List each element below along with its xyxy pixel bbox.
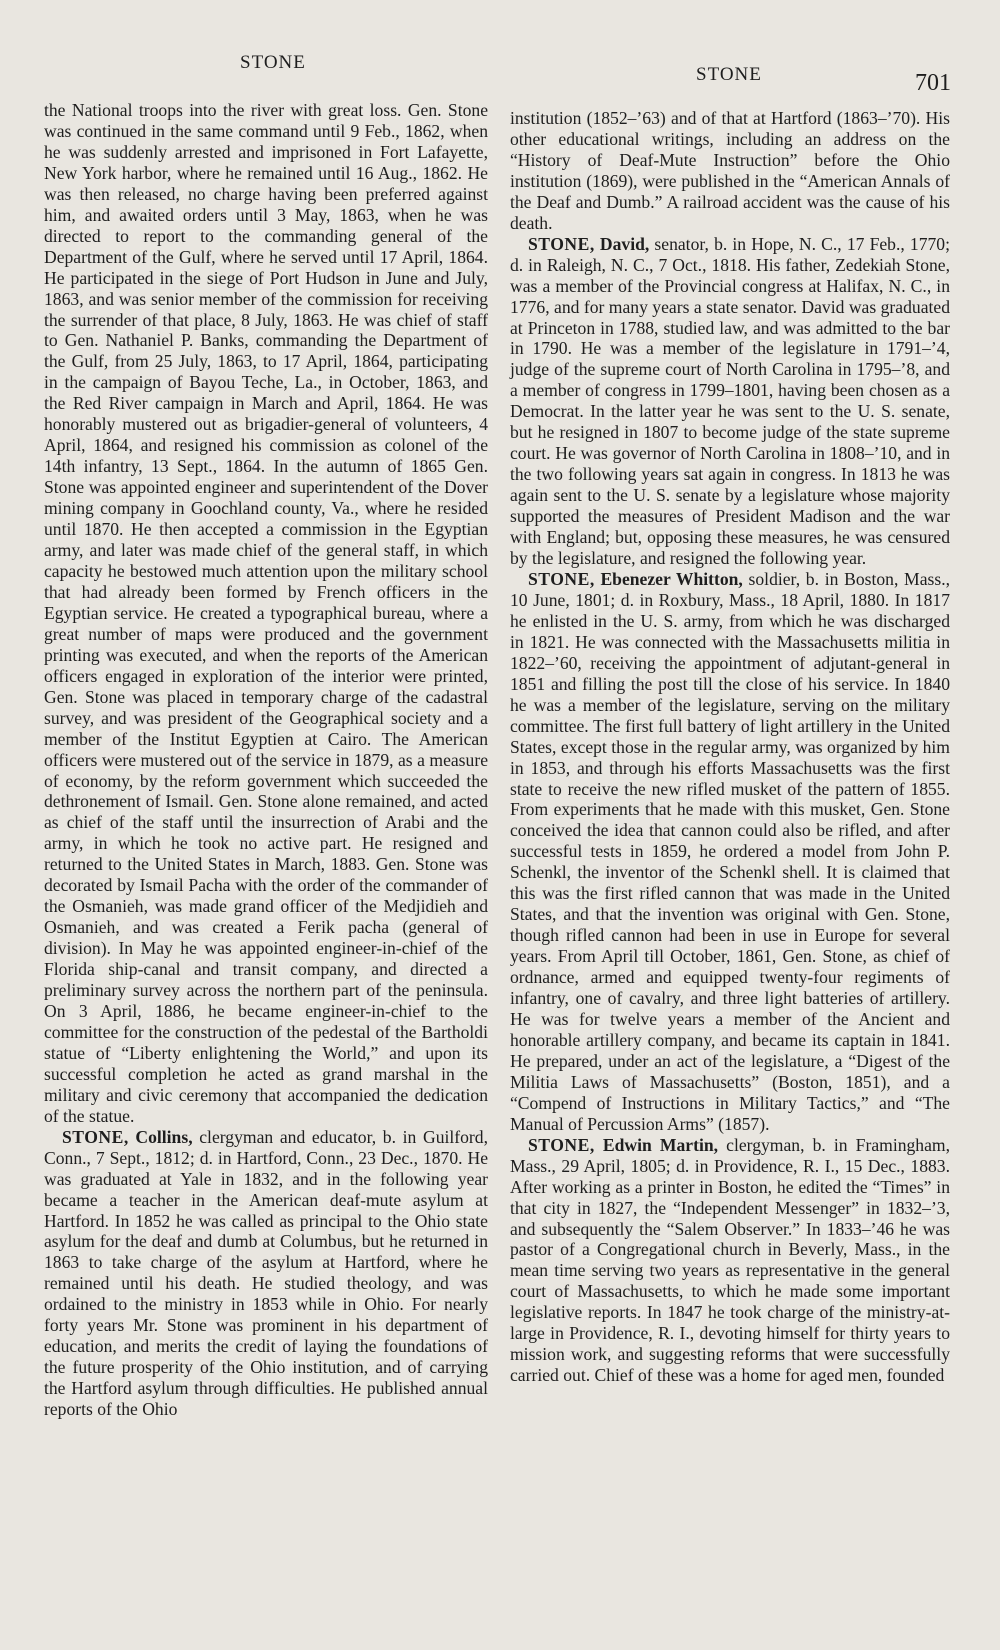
entry-surname: STONE, (528, 568, 595, 589)
entry-text: clergyman and educator, b. in Guilford, Conn., 7 Sept., 1812; d. in Hartford, Conn., 23 Dec., 1870. He was graduated at Yale in 1832, and in the following year became a teacher in the American deaf-mute asylum at Hartford. In 1852 he was called as principal to the Ohio state asylum for the deaf and dumb at Columbus, but he returned in 1863 to take charge of the asylum at Hartford, where he remained until his death. He studied theology, and was ordained to the ministry in 1853 while in Ohio. For nearly forty years Mr. Stone was prominent in his department of education, and merits the credit of laying the foundations of the future prosperity of the Ohio institution, and of carrying the Hartford asylum through difficulties. He published annual reports of the Ohio (44, 1126, 488, 1420)
entry-given-name: Edwin Martin, (602, 1134, 719, 1155)
entry-collins-stone (44, 1127, 488, 1420)
entry-text: senator, b. in Hope, N. C., 17 Feb., 1770; d. in Raleigh, N. C., 7 Oct., 1818. His father, Zedekiah Stone, was a member of the Provincial congress at Halifax, N. C., in 1776, and for many years a state senator. David was graduated at Princeton in 1788, studied law, and was admitted to the bar in 1790. He was a member of the legislature in 1791–’4, judge of the supreme court of North Carolina in 1795–’8, and a member of congress in 1799–1801, having been chosen as a Democrat. In the latter year he was sent to the U. S. senate, but he resigned in 1807 to become judge of the state supreme court. He was governor of North Carolina in 1808–’10, and in the two following years sat again in congress. In 1813 he was again sent to the U. S. senate by a legislature whose majority supported the measures of President Madison and the war with England; but, opposing these measures, he was censured by the legislature, and resigned the following year. (510, 233, 950, 569)
entry-text: clergyman, b. in Framingham, Mass., 29 April, 1805; d. in Providence, R. I., 15 Dec., 1883. After working as a printer in Boston, he edited the “Times” in that city in 1827, the “Independent Messenger” in 1832–’3, and subsequently the “Salem Observer.” In 1833–’46 he was pastor of a Congregational church in Beverly, Mass., in the mean time serving two years as representative in the general court of Massachusetts, to which he made some important legislative reports. In 1847 he took charge of the ministry-at-large in Providence, R. I., devoting himself for thirty years to mission work, and suggesting reforms that were successfully carried out. Chief of these was a home for aged men, founded (510, 1134, 950, 1386)
entry-david-stone (510, 234, 950, 569)
entry-text: soldier, b. in Boston, Mass., 10 June, 1801; d. in Roxbury, Mass., 18 April, 1880. In 1817 he enlisted in the U. S. army, from which he was discharged in 1821. He was connected with the Massachusetts militia in 1822–’60, receiving the appointment of adjutant-general in 1851 and filling the post till the close of his service. In 1840 he was a member of the legislature, serving on the military committee. The first full battery of light artillery in the United States, except those in the regular army, was organized by him in 1853, and through his efforts Massachusetts was the first state to receive the new rifled musket of the pattern of 1855. From experiments that he made with this musket, Gen. Stone conceived the idea that cannon could also be rifled, and after successful tests in 1859, he ordered a model from John P. Schenkl, the inventor of the Schenkl shell. It is claimed that this was the first rifled cannon that was made in the United States, and that the invention was original with Gen. Stone, though rifled cannon had been in use in Europe for several years. From April till October, 1861, Gen. Stone, as chief of ordnance, armed and equipped twenty-four regiments of infantry, one of cavalry, and three light batteries of artillery. He was for twelve years a member of the Ancient and honorable artillery company, and became its captain in 1841. He prepared, under an act of the legislature, a “Digest of the Militia Laws of Massachusetts” (Boston, 1851), and a “Compend of Instructions in Military Tactics,” and “The Manual of Percussion Arms” (1857). (510, 568, 950, 1134)
entry-given-name: Collins, (135, 1126, 193, 1147)
entry-ebenezer-stone (510, 569, 950, 1135)
entry-edwin-stone (510, 1135, 950, 1386)
entry-given-name: Ebenezer Whitton, (600, 568, 743, 589)
running-head-left: STONE (240, 52, 306, 73)
entry-given-name: David, (599, 233, 650, 254)
entry-continuation-collins: institution (1852–’63) and of that at Hartford (1863–’70). His other educational writings, including an address on the “History of Deaf-Mute Instruction” before the Ohio institution (1869), were published in the “American Annals of the Deaf and Dumb.” A railroad accident was the cause of his death. (510, 108, 950, 233)
entry-surname: STONE, (528, 233, 595, 254)
entry-surname: STONE, (62, 1126, 129, 1147)
page-number: 701 (915, 70, 951, 96)
entry-continuation-charles: the National troops into the river with great loss. Gen. Stone was continued in the same command until 9 Feb., 1862, when he was suddenly arrested and imprisoned in Fort Lafayette, New York harbor, where he remained until 16 Aug., 1862. He was then released, no charge having been preferred against him, and awaited orders until 3 May, 1863, when he was directed to report to the commanding general of the Department of the Gulf, where he served until 17 April, 1864. He participated in the siege of Port Hudson in June and July, 1863, and was senior member of the commission for receiving the surrender of that place, 8 July, 1863. He was chief of staff to Gen. Nathaniel P. Banks, commanding the Department of the Gulf, from 25 July, 1863, to 17 April, 1864, participating in the campaign of Bayou Teche, La., in October, 1863, and the Red River campaign in March and April, 1864. He was honorably mustered out as brigadier-general of volunteers, 4 April, 1864, and resigned his commission as colonel of the 14th infantry, 13 Sept., 1864. In the autumn of 1865 Gen. Stone was appointed engineer and superintendent of the Dover mining company in Goochland county, Va., where he resided until 1870. He then accepted a commission in the Egyptian army, and later was made chief of the general staff, in which capacity he bestowed much attention upon the military school that had already been formed by French officers in the Egyptian service. He created a typographical bureau, where a great number of maps were produced and the government printing was executed, and when the reports of the American officers engaged in exploration of the interior were printed, Gen. Stone was placed in temporary charge of the cadastral survey, and was president of the Geographical society and a member of the Institut Egyptien at Cairo. The American officers were mustered out of the service in 1879, as a measure of economy, by the reform government which succeeded the dethronement of Ismail. Gen. Stone alone remained, and acted as chief of the staff until the insurrection of Arabi and the army, in which he took no active part. He resigned and returned to the United States in March, 1883. Gen. Stone was decorated by Ismail Pacha with the order of the commander of the Osmanieh, was made grand officer of the Medjidieh and Osmanieh, and was created a Ferik pacha (general of division). In May he was appointed engineer-in-chief of the Florida ship-canal and transit company, and directed a preliminary survey across the northern part of the peninsula. On 3 April, 1886, he became engineer-in-chief to the committee for the construction of the pedestal of the Bartholdi statue of “Liberty enlightening the World,” and upon its successful completion he acted as grand marshal in the military and civic ceremony that accompanied the dedication of the statue. (44, 100, 488, 1126)
entry-surname: STONE, (528, 1134, 595, 1155)
running-head-right: STONE (696, 64, 762, 85)
left-column (44, 100, 488, 1420)
right-column (510, 108, 950, 1386)
